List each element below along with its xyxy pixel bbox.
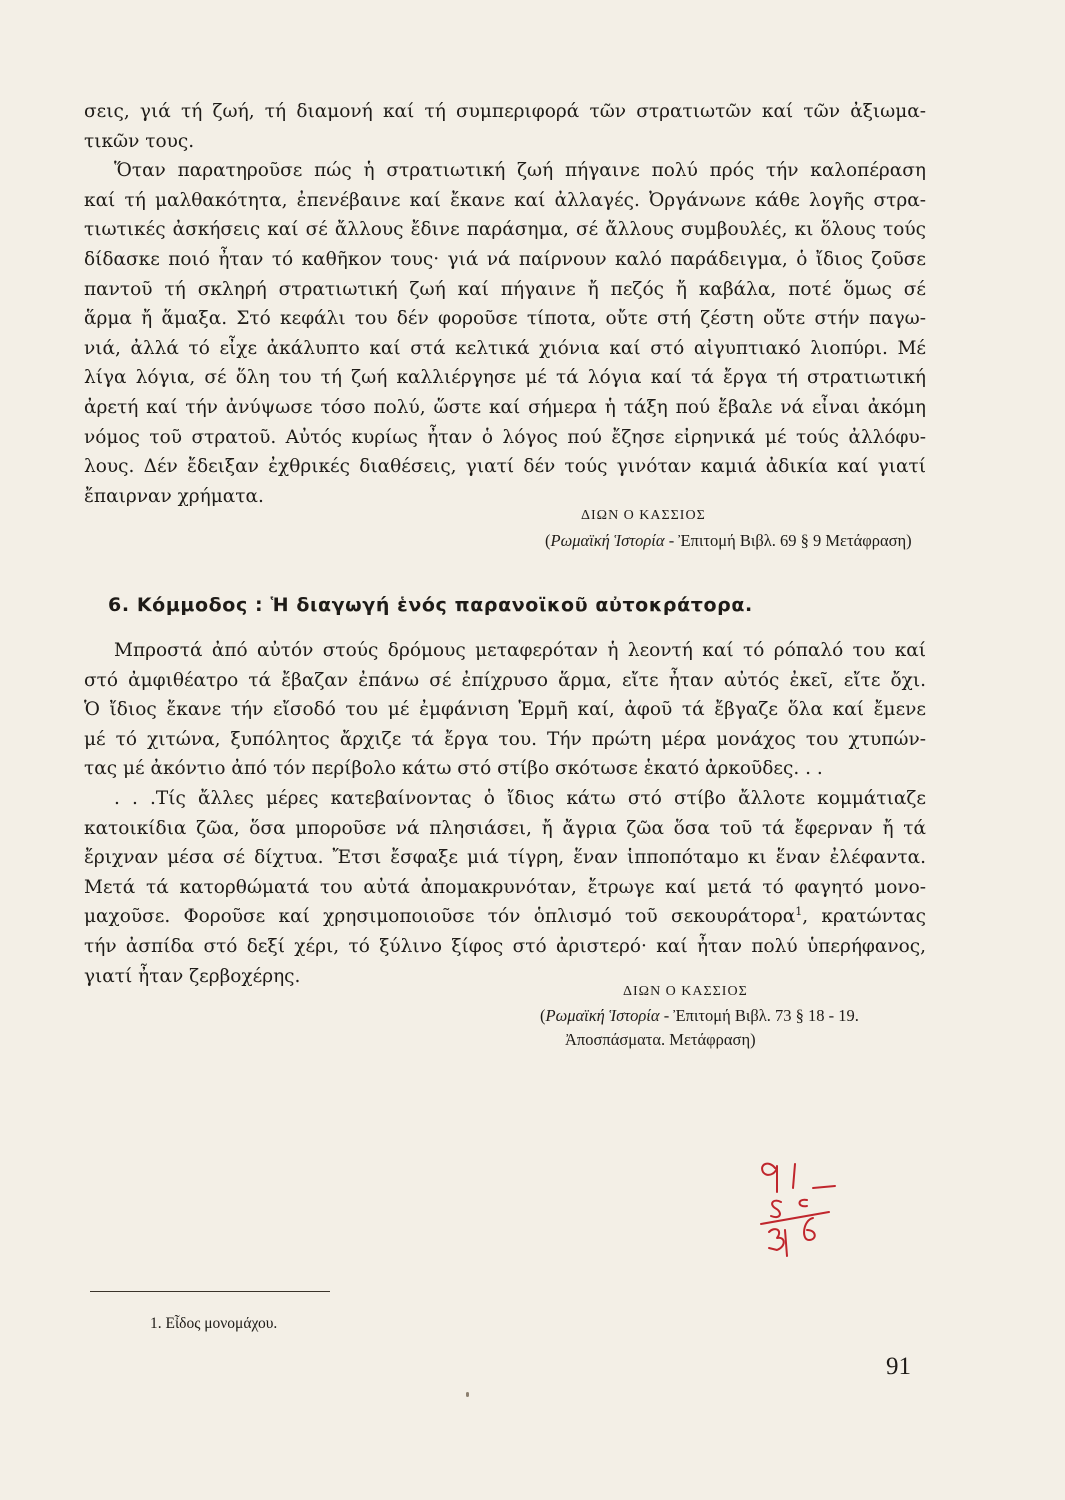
- passage-3-line: Μετά τά κατορθώματά του αὐτά ἀπομακρυνόταν, ἔτρωγε καί μετά τό φαγητό μονο-: [84, 876, 926, 898]
- source-title: Ρωμαϊκή Ἱστορία: [545, 1006, 660, 1025]
- passage-1-line: σεις, γιά τή ζωή, τή διαμονή καί τή συμπεριφορά τῶν στρατιωτῶν καί τῶν ἀξιωμα-: [84, 101, 926, 122]
- passage-2-line: Μπροστά ἀπό αὐτόν στούς δρόμους μεταφερόταν ἡ λεοντή καί τό ρόπαλό του καί: [114, 640, 926, 661]
- source-open-paren: (: [540, 1006, 546, 1025]
- passage-2-line: Ὁ ἴδιος ἔκανε τήν εἴσοδό του μέ ἐμφάνιση Ἑρμῆ καί, ἀφοῦ τά ἔβγαζε ὅλα καί ἔμενε: [84, 699, 926, 721]
- annotation-stroke: [813, 1186, 835, 1188]
- passage-3-line-tail: , κρατώντας: [802, 906, 926, 928]
- passage-1-line: λίγα λόγια, σέ ὅλη του τή ζωή καλλιέργησε μέ τά λόγια καί τά ἔργα τή στρατιωτική: [84, 367, 926, 389]
- source-details: - Ἐπιτομή Βιβλ. 73 § 18 - 19.: [659, 1006, 859, 1025]
- passage-1-line: ἅρμα ἤ ἅμαξα. Στό κεφάλι του δέν φοροῦσε τίποτα, οὔτε στή ζέστη οὔτε στήν παγω-: [84, 308, 926, 330]
- passage-2-line: τας μέ ἀκόντιο ἀπό τόν περίβολο κάτω στό στίβο σκότωσε ἑκατό ἀρκοῦδες. . .: [84, 758, 823, 780]
- passage-3-line: κατοικίδια ζῶα, ὅσα μποροῦσε νά πλησιάσει, ἤ ἄγρια ζῶα ὅσα τοῦ τά ἔφερναν ἤ τά: [84, 817, 926, 839]
- passage-1-line: ἀρετή καί τήν ἀνύψωσε τόσο πολύ, ὥστε καί σήμερα ἡ τάξη πού ἔβαλε νά εἶναι ἀκόμη: [84, 396, 926, 418]
- annotation-stroke: [771, 1201, 781, 1217]
- passage-1-line: παντοῦ τή σκληρή στρατιωτική ζωή καί πήγαινε ἤ πεζός ἤ καβάλα, ποτέ ὅμως σέ: [84, 278, 926, 300]
- passage-1-line: ἔπαιρναν χρήματα.: [84, 485, 264, 507]
- section-heading: 6. Κόμμοδος : Ἡ διαγωγή ἑνός παρανοϊκοῦ αὐτοκράτορα.: [108, 594, 753, 616]
- passage-1-line: δίδασκε ποιό ἦταν τό καθῆκον τους· γιά νά παίρνουν καλό παράδειγμα, ὁ ἴδιος ζοῦσε: [84, 248, 926, 270]
- footnote: 1. Εἶδος μονομάχου.: [150, 1315, 278, 1332]
- annotation-stroke: [804, 1218, 815, 1240]
- passage-1-line: τικῶν τους.: [84, 130, 195, 152]
- print-speck: [466, 1392, 469, 1397]
- annotation-stroke: [762, 1164, 777, 1192]
- annotation-stroke: [800, 1200, 808, 1207]
- passage-2-line: μέ τό χιτώνα, ξυπόλητος ἄρχιζε τά ἔργα του. Τήν πρώτη μέρα μονάχος του χτυπών-: [84, 728, 926, 750]
- passage-3-line: γιατί ἦταν ζερβοχέρης.: [84, 965, 301, 987]
- passage-3: [84, 784, 926, 991]
- author-attribution-2: ΔΙΩΝ Ο ΚΑΣΣΙΟΣ: [623, 984, 748, 999]
- passage-1-line: καί τή μαλθακότητα, ἐπενέβαινε καί ἔκανε καί ἀλλαγές. Ὀργάνωνε κάθε λογῆς στρα-: [84, 189, 926, 211]
- annotation-stroke: [761, 1212, 829, 1224]
- annotation-stroke: [769, 1229, 784, 1250]
- passage-2: [84, 636, 926, 784]
- source-citation-2: [540, 1006, 859, 1026]
- source-open-paren: (: [545, 531, 551, 550]
- passage-3-line-text: μαχοῦσε. Φοροῦσε καί χρησιμοποιοῦσε τόν ὁπλισμό τοῦ σεκουράτορα: [84, 906, 796, 928]
- page-number: 91: [886, 1353, 911, 1380]
- passage-3-line: [84, 902, 926, 932]
- author-attribution-1: ΔΙΩΝ Ο ΚΑΣΣΙΟΣ: [581, 508, 706, 523]
- annotation-stroke: [793, 1164, 795, 1188]
- handwritten-annotation: [755, 1150, 875, 1260]
- source-citation-2-line-2: Ἀποσπάσματα. Μετάφραση): [565, 1030, 756, 1049]
- passage-1-line: Ὅταν παρατηροῦσε πώς ἡ στρατιωτική ζωή πήγαινε πολύ πρός τήν καλοπέραση: [114, 160, 926, 182]
- passage-3-line: τήν ἀσπίδα στό δεξί χέρι, τό ξύλινο ξίφος στό ἀριστερό· καί ἦταν πολύ ὑπερήφανος,: [84, 935, 926, 957]
- passage-1-line: νιά, ἀλλά τό εἶχε ἀκάλυπτο καί στά κελτικά χιόνια καί στό αἰγυπτιακό λιοπύρι. Μέ: [84, 337, 926, 359]
- annotation-stroke: [785, 1230, 787, 1256]
- source-details: - Ἐπιτομή Βιβλ. 69 § 9 Μετάφραση): [664, 531, 912, 550]
- footnote-marker: 1: [795, 905, 803, 919]
- passage-1-line: τιωτικές ἀσκήσεις καί σέ ἄλλους ἔδινε παράσημα, σέ ἄλλους συμβουλές, κι ὅλους τούς: [84, 219, 926, 241]
- passage-3-line: ἔριχναν μέσα σέ δίχτυα. Ἔτσι ἔσφαξε μιά τίγρη, ἕναν ἱπποπόταμο κι ἕναν ἐλέφαντα.: [84, 847, 926, 869]
- passage-2-line: στό ἀμφιθέατρο τά ἔβαζαν ἐπάνω σέ ἐπίχρυσο ἅρμα, εἴτε ἦταν αὐτός ἐκεῖ, εἴτε ὄχι.: [84, 669, 926, 691]
- passage-1: [84, 97, 926, 511]
- source-citation-1: [545, 531, 912, 551]
- source-title: Ρωμαϊκή Ἱστορία: [550, 531, 665, 550]
- footnote-rule: [90, 1291, 330, 1292]
- passage-1-line: νόμος τοῦ στρατοῦ. Αὐτός κυρίως ἦταν ὁ λόγος πού ἔζησε εἰρηνικά μέ τούς ἀλλόφυ-: [84, 426, 926, 448]
- passage-3-line: . . .Τίς ἄλλες μέρες κατεβαίνοντας ὁ ἴδιος κάτω στό στίβο ἄλλοτε κομμάτιαζε: [114, 788, 926, 809]
- passage-1-line: λους. Δέν ἔδειξαν ἐχθρικές διαθέσεις, γιατί δέν τούς γινόταν καμιά ἀδικία καί γιατί: [84, 456, 926, 478]
